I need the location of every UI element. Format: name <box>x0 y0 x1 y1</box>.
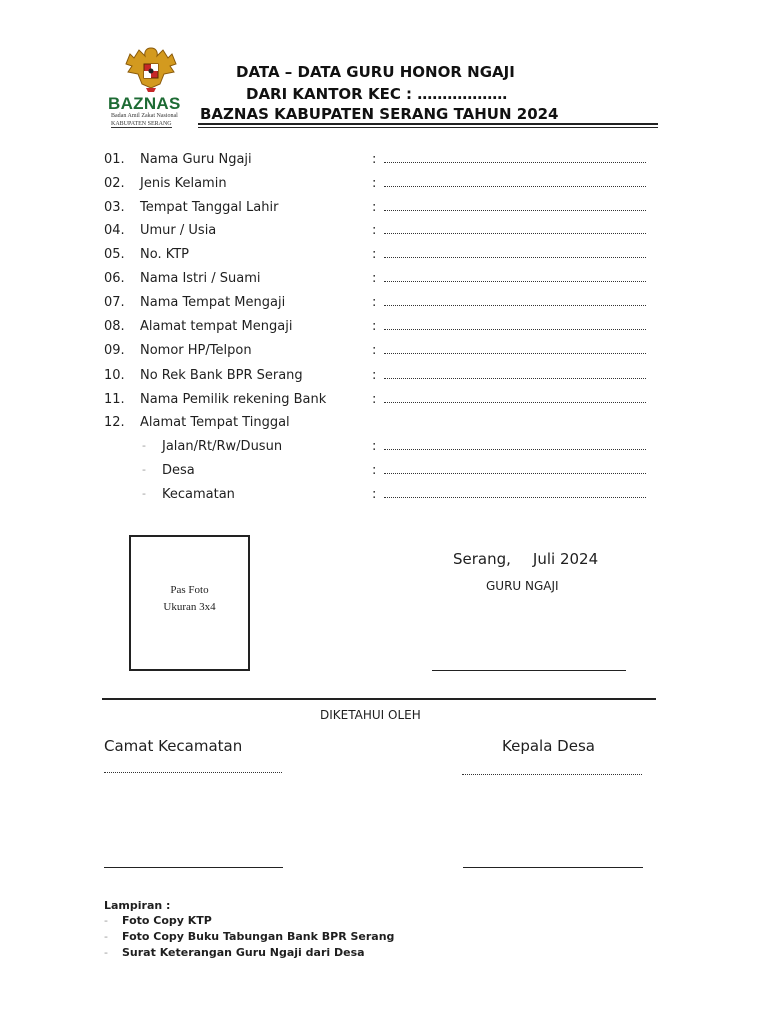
field-fill-line[interactable] <box>384 329 646 330</box>
field-colon: : <box>372 176 377 191</box>
attachment-item <box>104 946 365 959</box>
field-colon: : <box>372 247 377 262</box>
field-label: Nama Istri / Suami <box>140 271 261 286</box>
attachment-text: Foto Copy KTP <box>122 914 212 927</box>
camat-label: Camat Kecamatan <box>104 737 243 755</box>
field-colon: : <box>372 343 377 358</box>
attachment-bullet: - <box>104 930 108 943</box>
field-fill-line[interactable] <box>384 497 646 498</box>
garuda-emblem-icon <box>122 44 180 94</box>
field-fill-line[interactable] <box>384 402 646 403</box>
signature-place: Serang, <box>453 550 511 568</box>
field-colon: : <box>372 295 377 310</box>
field-row <box>104 152 649 172</box>
field-number: 01. <box>104 152 125 167</box>
title-line-3: BAZNAS KABUPATEN SERANG TAHUN 2024 <box>200 105 559 123</box>
field-colon: : <box>372 368 377 383</box>
logo-region: KABUPATEN SERANG <box>111 121 172 127</box>
camat-name-line[interactable] <box>104 772 282 773</box>
address-subfield-row <box>104 487 649 507</box>
field-label: No. KTP <box>140 247 190 262</box>
signature-date: Juli 2024 <box>532 550 599 568</box>
kepala-desa-signature-line[interactable] <box>463 867 643 868</box>
signature-line-guru[interactable] <box>432 670 626 671</box>
field-colon: : <box>372 271 377 286</box>
field-colon: : <box>372 152 377 167</box>
field-number: 05. <box>104 247 125 262</box>
field-row <box>104 368 649 388</box>
field-colon: : <box>372 392 377 407</box>
field-fill-line[interactable] <box>384 186 646 187</box>
field-label: Nama Pemilik rekening Bank <box>140 392 327 407</box>
field-label: Umur / Usia <box>140 223 217 238</box>
field-row <box>104 392 649 412</box>
field-colon: : <box>372 487 377 502</box>
field-fill-line[interactable] <box>384 378 646 379</box>
field-label: No Rek Bank BPR Serang <box>140 368 303 383</box>
kepala-desa-label: Kepala Desa <box>502 737 595 755</box>
field-fill-line[interactable] <box>384 305 646 306</box>
photo-size: Ukuran 3x4 <box>163 601 216 613</box>
field-row <box>104 176 649 196</box>
attachment-item <box>104 914 212 927</box>
field-label: Tempat Tanggal Lahir <box>140 200 279 215</box>
field-number: 03. <box>104 200 125 215</box>
section-separator <box>102 698 656 700</box>
field-row <box>104 343 649 363</box>
field-colon: : <box>372 319 377 334</box>
attachment-text: Foto Copy Buku Tabungan Bank BPR Serang <box>122 930 395 943</box>
field-row <box>104 271 649 291</box>
field-label: Nomor HP/Telpon <box>140 343 252 358</box>
field-number: 04. <box>104 223 125 238</box>
field-number: 10. <box>104 368 125 383</box>
signature-role: GURU NGAJI <box>486 579 559 593</box>
field-row <box>104 247 649 267</box>
attachment-bullet: - <box>104 946 108 959</box>
field-number: 11. <box>104 392 125 407</box>
field-colon: : <box>372 439 377 454</box>
field-fill-line[interactable] <box>384 473 646 474</box>
subfield-dash: - <box>142 439 146 452</box>
header-rule <box>198 123 658 125</box>
field-fill-line[interactable] <box>384 281 646 282</box>
signature-place-date <box>453 550 598 568</box>
photo-box <box>129 535 250 671</box>
field-label: Jenis Kelamin <box>140 176 227 191</box>
subfield-label: Kecamatan <box>162 487 235 502</box>
baznas-logo <box>104 44 200 130</box>
subfield-dash: - <box>142 487 146 500</box>
field-label: Alamat Tempat Tinggal <box>140 415 290 430</box>
subfield-label: Jalan/Rt/Rw/Dusun <box>162 439 283 454</box>
field-row <box>104 319 649 339</box>
logo-subtitle: Badan Amil Zakat Nasional <box>111 113 178 119</box>
title-line-2: DARI KANTOR KEC : ……………… <box>246 85 508 103</box>
field-fill-line[interactable] <box>384 162 646 163</box>
field-colon: : <box>372 463 377 478</box>
logo-brand: BAZNAS <box>108 94 181 113</box>
field-colon: : <box>372 223 377 238</box>
subfield-dash: - <box>142 463 146 476</box>
acknowledged-heading: DIKETAHUI OLEH <box>320 708 421 722</box>
field-row <box>104 295 649 315</box>
field-fill-line[interactable] <box>384 233 646 234</box>
field-label: Nama Guru Ngaji <box>140 152 252 167</box>
attachments-title: Lampiran : <box>104 899 171 912</box>
field-number: 09. <box>104 343 125 358</box>
field-label: Alamat tempat Mengaji <box>140 319 293 334</box>
address-subfield-row <box>104 439 649 459</box>
attachment-text: Surat Keterangan Guru Ngaji dari Desa <box>122 946 365 959</box>
field-number: 12. <box>104 415 125 430</box>
field-number: 06. <box>104 271 125 286</box>
attachment-item <box>104 930 394 943</box>
field-fill-line[interactable] <box>384 257 646 258</box>
attachment-bullet: - <box>104 914 108 927</box>
subfield-label: Desa <box>162 463 195 478</box>
field-row <box>104 200 649 220</box>
field-number: 08. <box>104 319 125 334</box>
title-line-1: DATA – DATA GURU HONOR NGAJI <box>236 63 515 81</box>
field-fill-line[interactable] <box>384 353 646 354</box>
field-number: 02. <box>104 176 125 191</box>
field-colon: : <box>372 200 377 215</box>
field-row <box>104 415 649 435</box>
field-fill-line[interactable] <box>384 210 646 211</box>
field-label: Nama Tempat Mengaji <box>140 295 286 310</box>
camat-signature-line[interactable] <box>104 867 283 868</box>
field-row <box>104 223 649 243</box>
address-subfield-row <box>104 463 649 483</box>
field-number: 07. <box>104 295 125 310</box>
kepala-desa-name-line[interactable] <box>462 774 642 775</box>
header-rule-thin <box>198 127 658 128</box>
field-fill-line[interactable] <box>384 449 646 450</box>
photo-caption: Pas Foto <box>170 584 209 596</box>
